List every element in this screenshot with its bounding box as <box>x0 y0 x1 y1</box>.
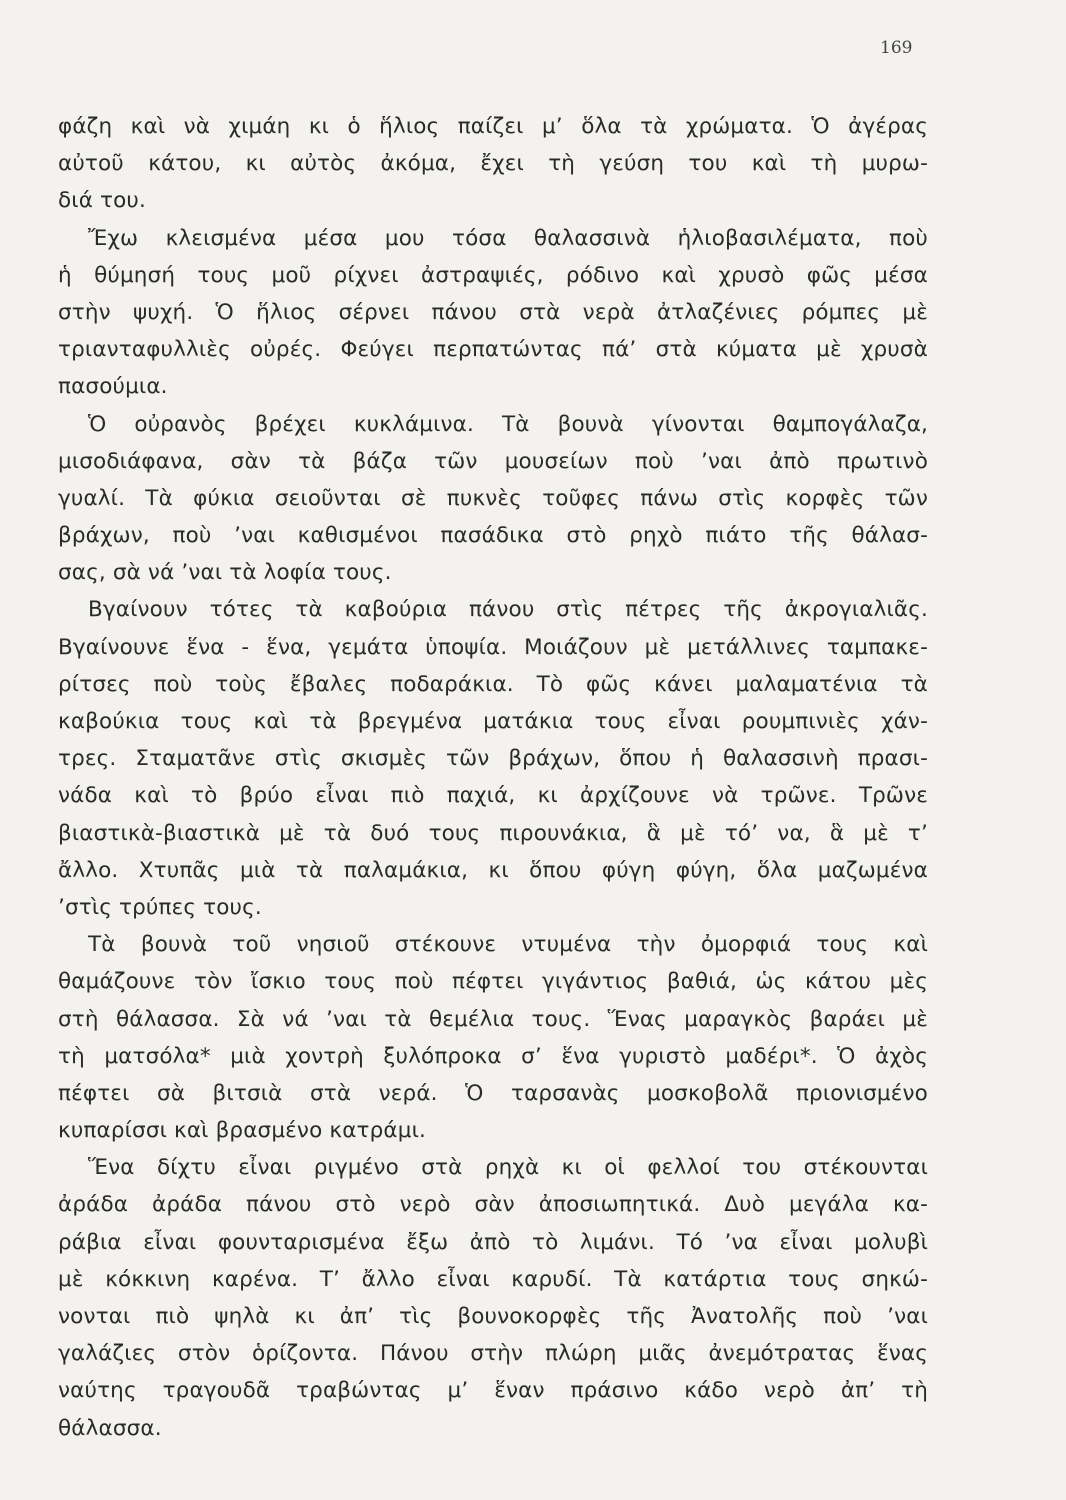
text-line: γαλάζιες στὸν ὁρίζοντα. Πάνου στὴν πλώρη μιᾶς ἀνεμότρατας ἕνας <box>58 1341 928 1367</box>
text-line: διά του. <box>58 188 147 214</box>
text-line: νάδα καὶ τὸ βρύο εἶναι πιὸ παχιά, κι ἀρχίζουνε νὰ τρῶνε. Τρῶνε <box>58 783 928 809</box>
text-line: μὲ κόκκινη καρένα. Τ’ ἄλλο εἶναι καρυδί. Τὰ κατάρτια τους σηκώ- <box>58 1266 928 1292</box>
text-line: βράχων, ποὺ ’ναι καθισμένοι πασάδικα στὸ ρηχὸ πιάτο τῆς θάλασ- <box>58 523 928 549</box>
text-line: ἀράδα ἀράδα πάνου στὸ νερὸ σὰν ἀποσιωπητικά. Δυὸ μεγάλα κα- <box>58 1192 928 1218</box>
text-line: πασούμια. <box>58 374 168 400</box>
text-line: βιαστικὰ-βιαστικὰ μὲ τὰ δυό τους πιρουνάκια, ἃ μὲ τό’ να, ἃ μὲ τ’ <box>58 820 928 846</box>
body-text <box>58 108 928 1447</box>
text-line: ’στὶς τρύπες τους. <box>58 894 262 920</box>
text-line: ρίτσες ποὺ τοὺς ἔβαλες ποδαράκια. Τὸ φῶς κάνει μαλαματένια τὰ <box>58 671 928 697</box>
text-line: θάλασσα. <box>58 1415 162 1441</box>
text-line: αὐτοῦ κάτου, κι αὐτὸς ἀκόμα, ἔχει τὴ γεύση του καὶ τὴ μυρω- <box>58 151 928 177</box>
text-line: Ὁ οὐρανὸς βρέχει κυκλάμινα. Τὰ βουνὰ γίνονται θαμπογάλαζα, <box>88 411 928 437</box>
text-line: θαμάζουνε τὸν ἴσκιο τους ποὺ πέφτει γιγάντιος βαθιά, ὡς κάτου μὲς <box>58 969 928 995</box>
text-line: στὴ θάλασσα. Σὰ νά ’ναι τὰ θεμέλια τους. Ἕνας μαραγκὸς βαράει μὲ <box>58 1006 928 1032</box>
text-line: φάζη καὶ νὰ χιμάη κι ὁ ἥλιος παίζει μ’ ὅλα τὰ χρώματα. Ὁ ἀγέρας <box>58 114 928 139</box>
text-line: ἄλλο. Χτυπᾶς μιὰ τὰ παλαμάκια, κι ὅπου φύγη φύγη, ὅλα μαζωμένα <box>58 857 928 883</box>
text-line: ἡ θύμησή τους μοῦ ρίχνει ἀστραψιές, ρόδινο καὶ χρυσὸ φῶς μέσα <box>58 262 928 288</box>
text-line: μισοδιάφανα, σὰν τὰ βάζα τῶν μουσείων ποὺ ’ναι ἀπὸ πρωτινὸ <box>58 448 928 474</box>
text-line: πέφτει σὰ βιτσιὰ στὰ νερά. Ὁ ταρσανὰς μοσκοβολᾶ πριονισμένο <box>58 1080 928 1106</box>
text-line: στὴν ψυχή. Ὁ ἥλιος σέρνει πάνου στὰ νερὰ ἀτλαζένιες ρόμπες μὲ <box>58 299 928 325</box>
text-line: καβούκια τους καὶ τὰ βρεγμένα ματάκια τους εἶναι ρουμπινιὲς χάν- <box>58 709 928 734</box>
page-number: 169 <box>880 38 913 58</box>
text-line: Βγαίνουν τότες τὰ καβούρια πάνου στὶς πέτρες τῆς ἀκρογιαλιᾶς. <box>88 597 928 623</box>
text-line: τρες. Σταματᾶνε στὶς σκισμὲς τῶν βράχων, ὅπου ἡ θαλασσινὴ πρασι- <box>58 746 928 772</box>
text-line: Τὰ βουνὰ τοῦ νησιοῦ στέκουνε ντυμένα τὴν ὀμορφιά τους καὶ <box>88 932 928 958</box>
text-line: κυπαρίσσι καὶ βρασμένο κατράμι. <box>58 1118 426 1144</box>
text-line: Ἕνα δίχτυ εἶναι ριγμένο στὰ ρηχὰ κι οἱ φελλοί του στέκουνται <box>88 1155 928 1181</box>
text-line: Βγαίνουνε ἕνα - ἕνα, γεμάτα ὑποψία. Μοιάζουν μὲ μετάλλινες ταμπακε- <box>58 634 928 660</box>
text-line: γυαλί. Τὰ φύκια σειοῦνται σὲ πυκνὲς τοῦφες πάνω στὶς κορφὲς τῶν <box>58 485 928 511</box>
text-line: τριανταφυλλιὲς οὐρές. Φεύγει περπατώντας πά’ στὰ κύματα μὲ χρυσὰ <box>58 337 928 363</box>
text-line: ράβια εἶναι φουνταρισμένα ἔξω ἀπὸ τὸ λιμάνι. Τό ’να εἶναι μολυβὶ <box>58 1229 928 1255</box>
text-line: σας, σὰ νά ’ναι τὰ λοφία τους. <box>58 560 392 586</box>
text-line: τὴ ματσόλα* μιὰ χοντρὴ ξυλόπροκα σ’ ἕνα γυριστὸ μαδέρι*. Ὁ ἀχὸς <box>58 1043 928 1069</box>
text-line: Ἔχω κλεισμένα μέσα μου τόσα θαλασσινὰ ἡλιοβασιλέματα, ποὺ <box>88 225 928 251</box>
text-line: νονται πιὸ ψηλὰ κι ἀπ’ τὶς βουνοκορφὲς τῆς Ἀνατολῆς ποὺ ’ναι <box>58 1304 928 1329</box>
text-line: ναύτης τραγουδᾶ τραβώντας μ’ ἕναν πράσινο κάδο νερὸ ἀπ’ τὴ <box>58 1378 928 1404</box>
